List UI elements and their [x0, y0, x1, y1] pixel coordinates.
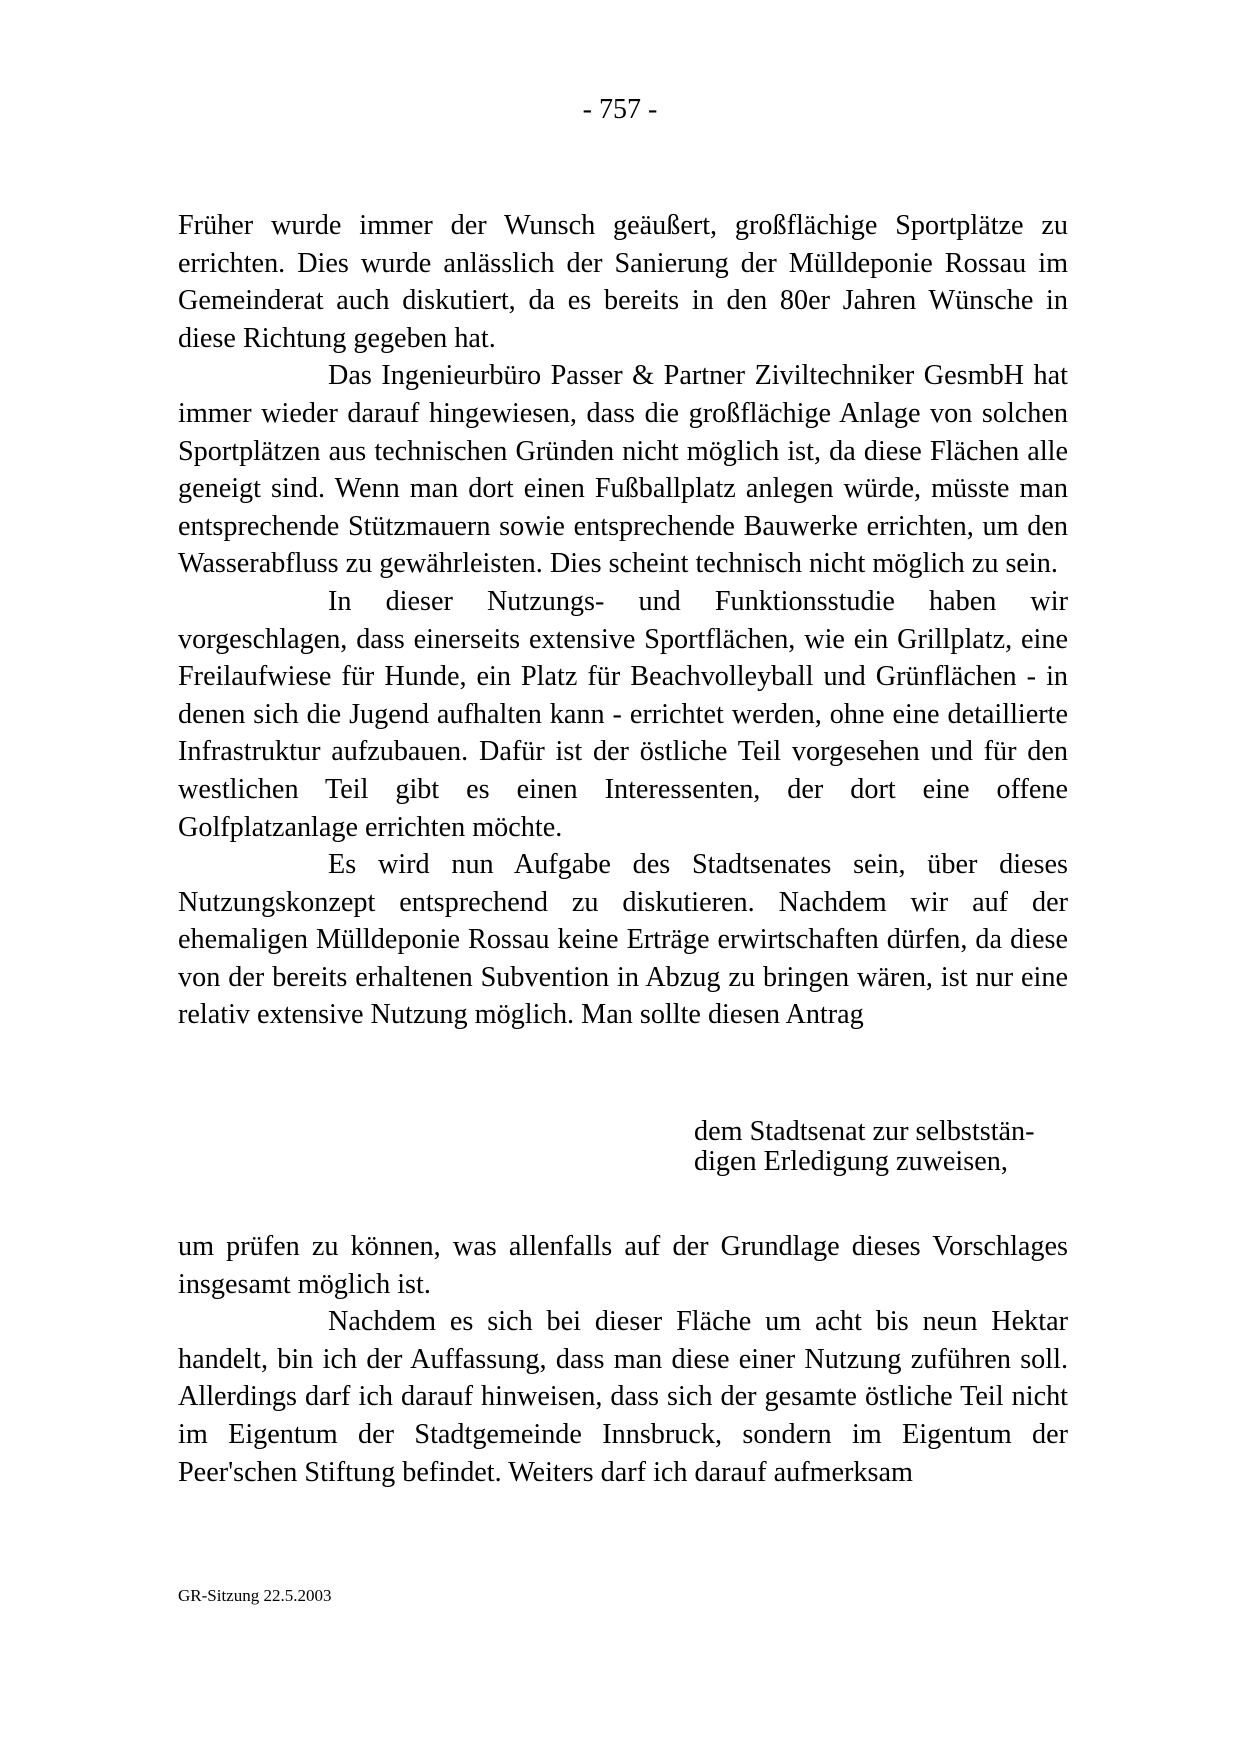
- paragraph-4: Es wird nun Aufgabe des Stadtsenates sein, über dieses Nutzungskonzept entsprechend zu diskutieren. Nachdem wir auf der ehemaligen Mülldeponie Rossau keine Erträge erwirtschaften dürfen, da diese von der bereits erhaltenen Subvention in Abzug zu bringen wären, ist nur eine relativ extensive Nutzung möglich. Man sollte diesen Antrag: [178, 849, 1068, 1031]
- paragraph-2: Das Ingenieurbüro Passer & Partner Ziviltechniker GesmbH hat immer wieder darauf hingewiesen, dass die großflächige Anlage von solchen Sportplätzen aus technischen Gründen nicht möglich ist, da diese Flächen alle geneigt sind. Wenn man dort einen Fußballplatz anlegen würde, müsste man entsprechende Stützmauern sowie entsprechende Bauwerke errichten, um den Wasserabfluss zu gewährleisten. Dies scheint technisch nicht möglich zu sein.: [178, 360, 1068, 580]
- page-number: - 757 -: [582, 94, 658, 125]
- motion-line-2: digen Erledigung zuweisen,: [694, 1146, 1008, 1177]
- text-block-after-motion: [178, 1228, 1068, 1491]
- footer-session-label: GR-Sitzung 22.5.2003: [178, 1586, 332, 1605]
- paragraph-6: Nachdem es sich bei dieser Fläche um acht bis neun Hektar handelt, bin ich der Auffassung, dass man diese einer Nutzung zuführen soll. Allerdings darf ich darauf hinweisen, dass sich der gesamte östliche Teil nicht im Eigentum der Stadtgemeinde Innsbruck, sondern im Eigentum der Peer'schen Stiftung befindet. Weiters darf ich darauf aufmerksam: [178, 1306, 1068, 1488]
- motion-line-1: dem Stadtsenat zur selbststän-: [694, 1116, 1035, 1147]
- paragraph-1: Früher wurde immer der Wunsch geäußert, großflächige Sportplätze zu errichten. Dies wurde anlässlich der Sanierung der Mülldeponie Rossau im Gemeinderat auch diskutiert, da es bereits in den 80er Jahren Wünsche in diese Richtung gegeben hat.: [178, 210, 1068, 354]
- paragraph-3: In dieser Nutzungs- und Funktionsstudie haben wir vorgeschlagen, dass einerseits extensive Sportflächen, wie ein Grillplatz, eine Freilaufwiese für Hunde, ein Platz für Beachvolleyball und Grünflächen - in denen sich die Jugend aufhalten kann - errichtet werden, ohne eine detaillierte Infrastruktur aufzubauen. Dafür ist der östliche Teil vorgesehen und für den westlichen Teil gibt es einen Interessenten, der dort eine offene Golfplatzanlage errichten möchte.: [178, 585, 1068, 843]
- motion-text: [694, 1117, 1094, 1177]
- text-block-before-motion: [178, 207, 1068, 1034]
- paragraph-5: um prüfen zu können, was allenfalls auf der Grundlage dieses Vorschlages insgesamt möglich ist.: [178, 1231, 1068, 1300]
